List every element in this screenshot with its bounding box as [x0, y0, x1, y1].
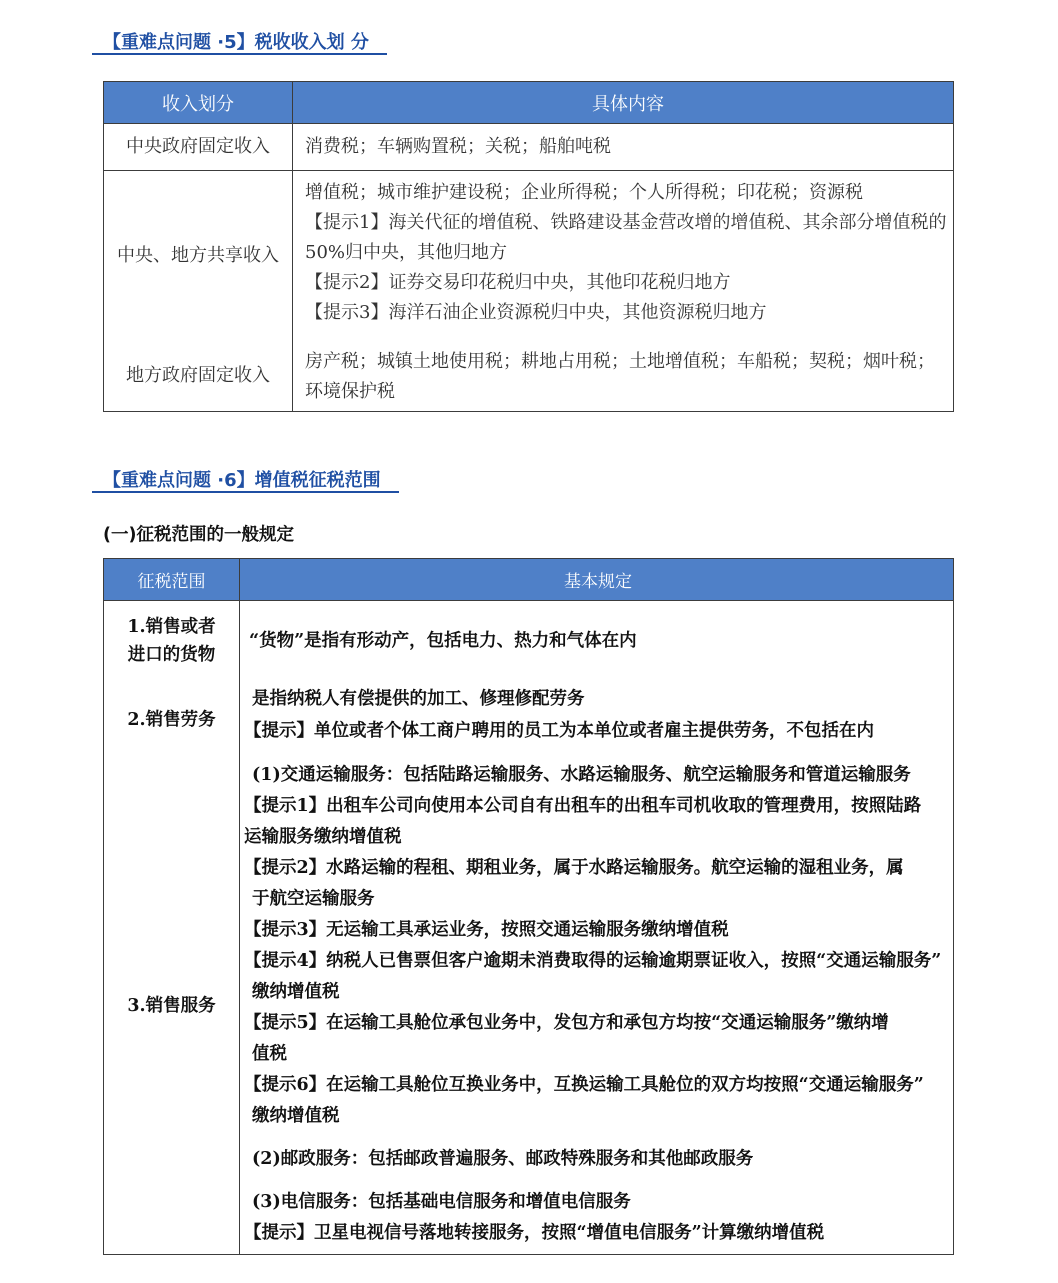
rule-group: [244, 626, 952, 656]
scope-cell: [104, 759, 240, 1254]
tip-line: 【提示5】在运输工具舱位承包业务中，发包方和承包方均按“交通运输服务”缴纳增: [244, 1013, 889, 1033]
scope-cell: [104, 681, 240, 759]
revenue-division-table: [103, 81, 954, 412]
revenue-category-label: 地方政府固定收入: [126, 365, 270, 386]
rule-cell: [240, 759, 953, 1254]
content-cell: [293, 171, 953, 341]
tip-line: 于航空运输服务: [252, 889, 375, 909]
table-row: [104, 124, 953, 171]
content-line: 房产税；城镇土地使用税；耕地占用税；土地增值税；车船税；契税；烟叶税；: [305, 351, 935, 372]
table-row: [104, 601, 953, 681]
column-header-scope: 征税范围: [104, 559, 240, 600]
rule-group-telecom: [244, 1187, 952, 1249]
tip-line: 【提示2】水路运输的程租、期租业务，属于水路运输服务。航空运输的湿租业务，属: [244, 858, 904, 878]
table-row: [104, 171, 953, 341]
rule-group: [244, 683, 952, 747]
section-heading-revenue-division: 【重难点问题 ·5】税收收入划 分: [92, 33, 387, 55]
rule-cell: [240, 601, 953, 681]
tip-line: 【提示3】无运输工具承运业务，按照交通运输服务缴纳增值税: [244, 920, 729, 940]
rule-line: (2)邮政服务：包括邮政普遍服务、邮政特殊服务和其他邮政服务: [252, 1149, 754, 1169]
table-header-row: [104, 559, 953, 601]
rule-line: “货物”是指有形动产，包括电力、热力和气体在内: [249, 631, 637, 651]
content-cell: [293, 124, 953, 170]
column-header-revenue-category: 收入划分: [104, 82, 293, 123]
section-heading-vat-scope: 【重难点问题 ·6】增值税征税范围: [92, 471, 399, 493]
content-cell: [293, 341, 953, 411]
content-line: 增值税；城市维护建设税；企业所得税；个人所得税；印花税；资源税: [305, 182, 863, 203]
rule-cell: [240, 681, 953, 759]
column-header-content: 具体内容: [592, 93, 664, 115]
vat-scope-table: [103, 558, 954, 1255]
table-row: [104, 341, 953, 411]
rule-group-postal: [244, 1144, 952, 1175]
rule-group-transport: [244, 760, 952, 1132]
tip-line: 【提示6】在运输工具舱位互换业务中，互换运输工具舱位的双方均按照“交通运输服务”: [244, 1075, 924, 1095]
revenue-category-cell: [104, 124, 293, 170]
revenue-category-label: 中央、地方共享收入: [117, 245, 279, 266]
table-header-row: [104, 82, 953, 124]
tip-line: 【提示2】证券交易印花税归中央，其他印花税归地方: [305, 272, 731, 293]
tip-line: 【提示4】纳税人已售票但客户逾期未消费取得的运输逾期票证收入，按照“交通运输服务”: [244, 951, 942, 971]
scope-label-line: 进口的货物: [127, 645, 216, 665]
tip-line: 值税: [252, 1044, 287, 1064]
rule-line: 是指纳税人有偿提供的加工、修理修配劳务: [252, 689, 585, 709]
subsection-title: (一)征税范围的一般规定: [103, 525, 294, 545]
content-line: 环境保护税: [305, 381, 395, 402]
rule-line: (1)交通运输服务：包括陆路运输服务、水路运输服务、航空运输服务和管道运输服务: [252, 765, 911, 785]
table-row: [104, 681, 953, 759]
tip-line: 50%归中央，其他归地方: [305, 242, 508, 263]
tip-line: 缴纳增值税: [252, 982, 340, 1002]
table-row: [104, 759, 953, 1254]
rule-line: (3)电信服务：包括基础电信服务和增值电信服务: [252, 1192, 631, 1212]
column-header-rule: 基本规定: [564, 572, 632, 592]
scope-label-line: 1.销售或者: [127, 617, 216, 637]
scope-label-line: 2.销售劳务: [127, 710, 216, 730]
tip-line: 【提示】单位或者个体工商户聘用的员工为本单位或者雇主提供劳务，不包括在内: [244, 721, 874, 741]
scope-label-line: 3.销售服务: [127, 996, 216, 1016]
tip-line: 【提示】卫星电视信号落地转接服务，按照“增值电信服务”计算缴纳增值税: [244, 1223, 825, 1243]
tip-line: 【提示3】海洋石油企业资源税归中央，其他资源税归地方: [305, 302, 767, 323]
tip-line: 【提示1】出租车公司向使用本公司自有出租车的出租车司机收取的管理费用，按照陆路: [244, 796, 922, 816]
scope-cell: [104, 601, 240, 681]
content-line: 消费税；车辆购置税；关税；船舶吨税: [305, 136, 611, 157]
revenue-category-cell: [104, 171, 293, 341]
revenue-category-label: 中央政府固定收入: [126, 136, 270, 157]
tip-line: 运输服务缴纳增值税: [244, 827, 402, 847]
table-body: [104, 601, 953, 1254]
revenue-category-cell: [104, 341, 293, 411]
tip-line: 【提示1】海关代征的增值税、铁路建设基金营改增的增值税、其余部分增值税的: [305, 212, 947, 233]
table-body: [104, 124, 953, 411]
tip-line: 缴纳增值税: [252, 1106, 340, 1126]
